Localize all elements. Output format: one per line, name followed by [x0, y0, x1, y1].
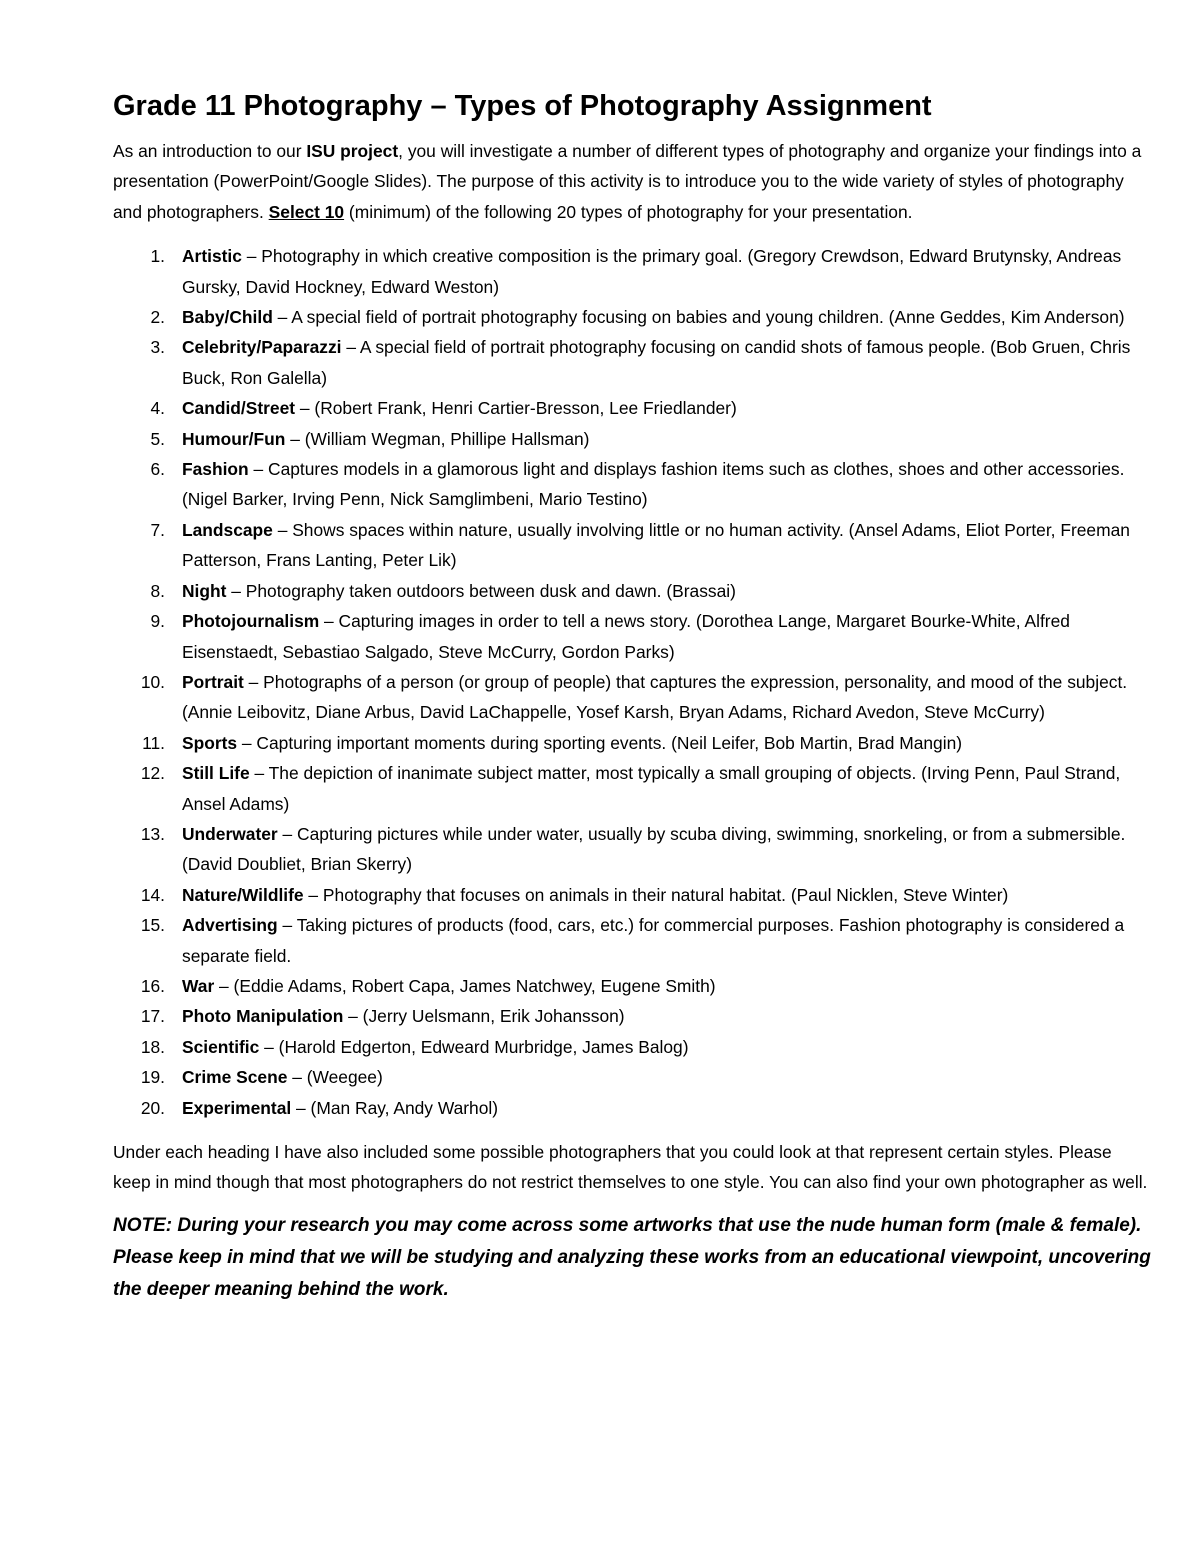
- list-item-description: – (Jerry Uelsmann, Erik Johansson): [343, 1006, 625, 1027]
- list-item: [113, 1032, 1153, 1062]
- list-item-type-name: Baby/Child: [182, 307, 273, 328]
- select-10-text: Select 10: [268, 201, 345, 222]
- list-item-number: 7.: [150, 519, 165, 540]
- list-item-type-name: Photojournalism: [182, 611, 320, 632]
- list-item-type-name: Landscape: [182, 519, 273, 540]
- list-item-description: – Photography that focuses on animals in their natural habitat. (Paul Nicklen, Steve Winter): [303, 884, 1009, 905]
- list-item-number: 4.: [150, 398, 165, 419]
- list-item: [113, 606, 1153, 667]
- list-item-description: – Capturing pictures while under water, usually by scuba diving, swimming, snorkeling, or from a submersible. (David Doubliet, Brian Skerry): [182, 823, 1126, 875]
- list-item-number: 15.: [140, 915, 165, 936]
- list-item-number: 1.: [150, 246, 165, 267]
- list-item-number: 10.: [140, 671, 165, 692]
- list-item-description: – Photography taken outdoors between dusk and dawn. (Brassai): [226, 580, 736, 601]
- list-item-type-name: Still Life: [182, 763, 250, 784]
- list-item: [113, 819, 1153, 880]
- list-item: [113, 302, 1153, 332]
- list-item-number: 18.: [140, 1036, 165, 1057]
- document-page: [113, 84, 1153, 1306]
- list-item-type-name: Experimental: [182, 1097, 292, 1118]
- list-item-description: – Shows spaces within nature, usually involving little or no human activity. (Ansel Adams, Eliot Porter, Freeman Patterson, Frans Lanting, Peter Lik): [182, 519, 1130, 571]
- list-item-type-name: Advertising: [182, 915, 278, 936]
- list-item-description: – Photographs of a person (or group of people) that captures the expression, personality, and mood of the subject. (Annie Leibovitz, Diane Arbus, David LaChappelle, Yosef Karsh, Bryan Adams, Richard Avedon, Steve McCurry): [182, 671, 1128, 723]
- list-item-description: – A special field of portrait photography focusing on babies and young children. (Anne Geddes, Kim Anderson): [272, 307, 1125, 328]
- isu-project-text: ISU project: [306, 141, 399, 161]
- list-item: [113, 393, 1153, 423]
- list-item: [113, 1001, 1153, 1031]
- document-title: Grade 11 Photography – Types of Photography Assignment: [113, 90, 932, 122]
- note-paragraph: NOTE: During your research you may come across some artworks that use the nude human form (male & female). Please keep in mind that we will be studying and analyzing these works from an educational viewpoint, uncovering the deeper meaning behind the work.: [113, 1214, 1151, 1300]
- list-item: [113, 332, 1153, 393]
- list-item-number: 5.: [150, 428, 165, 449]
- list-item-type-name: Nature/Wildlife: [182, 884, 304, 905]
- list-item-type-name: Celebrity/Paparazzi: [182, 337, 342, 358]
- list-item-description: – Captures models in a glamorous light and displays fashion items such as clothes, shoes and other accessories. (Nigel Barker, Irving Penn, Nick Samglimbeni, Mario Testino): [182, 459, 1125, 510]
- list-item-description: – (Man Ray, Andy Warhol): [291, 1097, 499, 1118]
- list-item-number: 20.: [140, 1097, 165, 1118]
- list-item-description: – (Weegee): [287, 1067, 383, 1088]
- list-item-description: – (Eddie Adams, Robert Capa, James Natchwey, Eugene Smith): [214, 975, 716, 996]
- list-item-number: 17.: [140, 1006, 165, 1027]
- list-item: [113, 576, 1153, 606]
- list-item-type-name: Candid/Street: [182, 398, 296, 419]
- list-item-description: – Capturing important moments during sporting events. (Neil Leifer, Bob Martin, Brad Mangin): [237, 732, 963, 753]
- intro-text-2: , you will investigate a number of different types of photography and organize your findings into a presentation (PowerPoint/Google Slides). The purpose of this activity is to introduce you to the wide variety of styles of photography and photographers.: [113, 141, 1142, 222]
- list-item-description: – A special field of portrait photography focusing on candid shots of famous people. (Bob Gruen, Chris Buck, Ron Galella): [182, 337, 1131, 388]
- list-item-number: 16.: [140, 975, 165, 996]
- intro-text-3: (minimum) of the following 20 types of photography for your presentation.: [344, 201, 913, 222]
- list-item: [113, 1062, 1153, 1092]
- list-item-number: 12.: [140, 763, 165, 784]
- list-item: [113, 971, 1153, 1001]
- list-item-type-name: Fashion: [182, 459, 249, 480]
- list-item-description: – Photography in which creative composition is the primary goal. (Gregory Crewdson, Edward Brutynsky, Andreas Gursky, David Hockney, Edward Weston): [182, 246, 1122, 297]
- intro-paragraph: [113, 136, 1153, 227]
- list-item-description: – (Harold Edgerton, Edweard Murbridge, James Balog): [259, 1036, 689, 1057]
- list-item: [113, 515, 1153, 576]
- list-item: [113, 910, 1153, 971]
- list-item: [113, 1093, 1153, 1123]
- list-item-type-name: Night: [182, 580, 227, 601]
- list-item-type-name: Photo Manipulation: [182, 1006, 344, 1027]
- list-item: [113, 728, 1153, 758]
- list-item-type-name: Portrait: [182, 671, 244, 692]
- list-item-type-name: War: [182, 975, 215, 996]
- list-item: [113, 667, 1153, 728]
- list-item-number: 3.: [150, 337, 165, 358]
- list-item: [113, 880, 1153, 910]
- list-item-number: 2.: [150, 307, 165, 328]
- list-item-number: 6.: [150, 459, 165, 480]
- photography-types-list: [113, 241, 1153, 1123]
- list-item-number: 13.: [140, 823, 165, 844]
- list-item-type-name: Sports: [182, 732, 238, 753]
- list-item: [113, 424, 1153, 454]
- list-item-number: 8.: [150, 580, 165, 601]
- list-item-type-name: Underwater: [182, 823, 278, 844]
- list-item-description: – (Robert Frank, Henri Cartier-Bresson, Lee Friedlander): [295, 398, 737, 419]
- list-item: [113, 454, 1153, 515]
- list-item-number: 19.: [140, 1067, 165, 1088]
- list-item: [113, 241, 1153, 302]
- list-item-description: – (William Wegman, Phillipe Hallsman): [285, 428, 590, 449]
- list-item-type-name: Crime Scene: [182, 1067, 288, 1088]
- list-item-type-name: Artistic: [182, 246, 242, 267]
- list-item-description: – Taking pictures of products (food, cars, etc.) for commercial purposes. Fashion photography is considered a separate field.: [182, 915, 1125, 966]
- list-item: [113, 758, 1153, 819]
- list-item-description: – Capturing images in order to tell a news story. (Dorothea Lange, Margaret Bourke-White, Alfred Eisenstaedt, Sebastiao Salgado, Steve McCurry, Gordon Parks): [182, 611, 1070, 662]
- list-item-type-name: Scientific: [182, 1036, 260, 1057]
- list-item-number: 9.: [150, 611, 165, 632]
- list-item-number: 11.: [142, 732, 165, 753]
- intro-text-1: As an introduction to our: [113, 141, 307, 161]
- list-item-number: 14.: [140, 884, 165, 905]
- list-item-description: – The depiction of inanimate subject matter, most typically a small grouping of objects. (Irving Penn, Paul Strand, Ansel Adams): [182, 763, 1121, 814]
- list-item-type-name: Humour/Fun: [182, 428, 286, 449]
- closing-paragraph: Under each heading I have also included some possible photographers that you could look at that represent certain styles. Please keep in mind though that most photographers do not restrict themselves to one style. You can also find your own photographer as well.: [113, 1142, 1148, 1193]
